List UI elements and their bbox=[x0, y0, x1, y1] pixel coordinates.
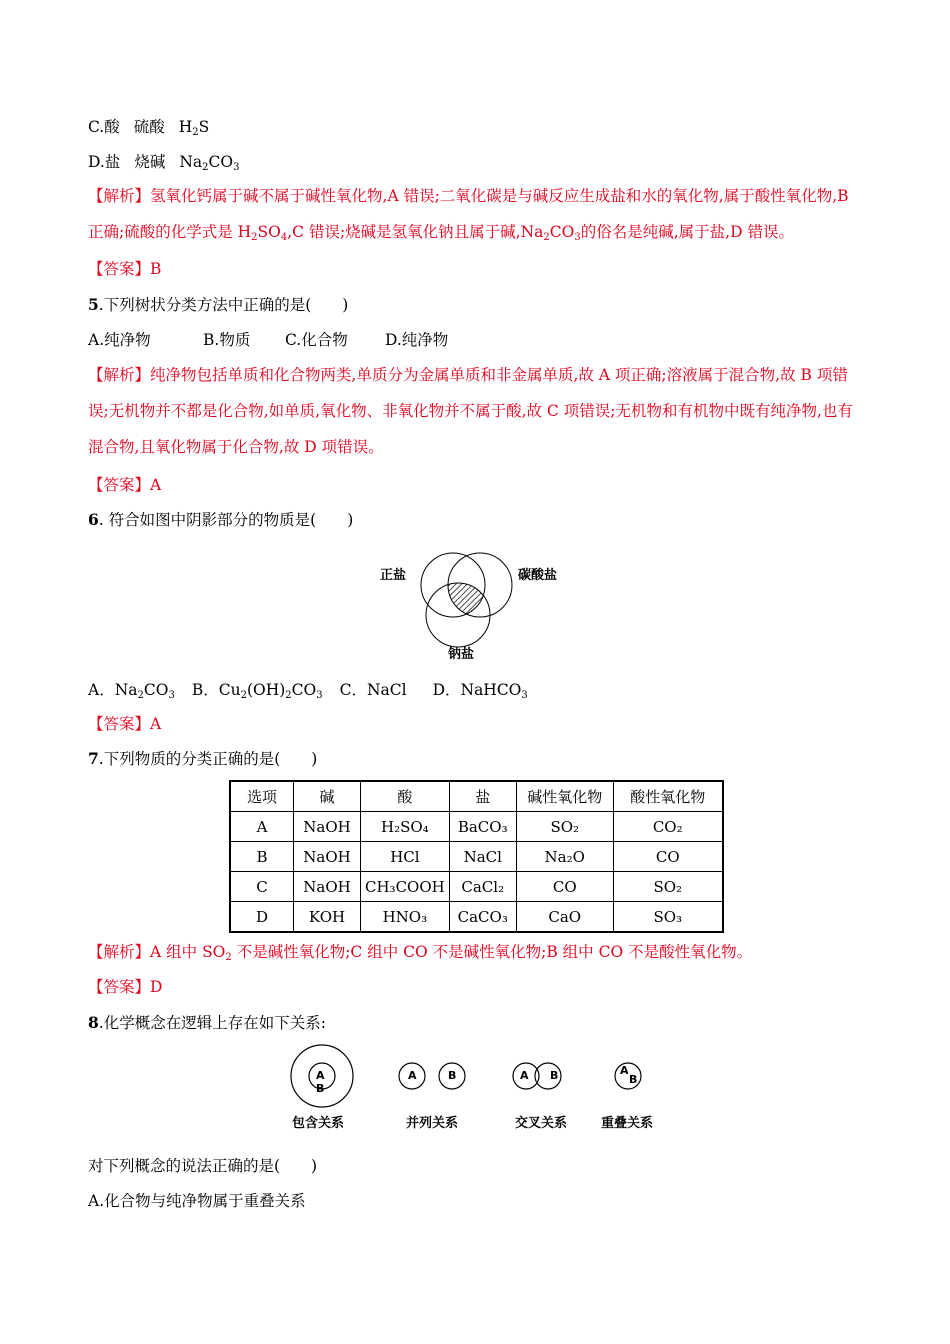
q5-answer: 【答案】A bbox=[88, 476, 162, 494]
q6-venn-diagram bbox=[370, 545, 580, 665]
venn-label-left: 正盐 bbox=[380, 568, 407, 583]
table-header-cell: 盐 bbox=[449, 781, 516, 812]
table-cell: B bbox=[230, 842, 294, 872]
table-header-cell: 碱 bbox=[294, 781, 361, 812]
q5-stem: 5.下列树状分类方法中正确的是( ) bbox=[88, 295, 349, 314]
table-row bbox=[230, 842, 723, 872]
q7-explanation: 【解析】A 组中 $SO_2$ 不是碱性氧化物;C 组中 CO 不是碱性氧化物;B 组中 CO 不是酸性氧化物。 bbox=[88, 943, 753, 963]
table-cell: CO bbox=[516, 872, 613, 902]
q5-options: A.纯净物 B.物质 C.化合物 D.纯净物 bbox=[88, 331, 449, 349]
table-header-cell: 选项 bbox=[230, 781, 294, 812]
table-cell: A bbox=[230, 812, 294, 842]
relation-contain-label-a: A bbox=[316, 1069, 325, 1082]
q8-option-a: A.化合物与纯净物属于重叠关系 bbox=[88, 1192, 306, 1210]
q6-answer: 【答案】A bbox=[88, 715, 162, 733]
table-header-row bbox=[230, 781, 723, 812]
q4-option-c: C.酸 硫酸 $H_2S$ bbox=[88, 118, 210, 138]
table-cell: SO₂ bbox=[613, 872, 723, 902]
table-cell: KOH bbox=[294, 902, 361, 933]
q8-stem: 8.化学概念在逻辑上存在如下关系: bbox=[88, 1013, 326, 1032]
q8-relations-diagram bbox=[280, 1040, 680, 1115]
relation-overlap-label-b: B bbox=[629, 1073, 638, 1086]
table-cell: HNO₃ bbox=[361, 902, 450, 933]
q5-explanation: 【解析】纯净物包括单质和化合物两类,单质分为金属单质和非金属单质,故 A 项正确;溶液属于混合物,故 B 项错误;无机物并不都是化合物,如单质,氧化物、非氧化物并不属于酸,故 C 项错误;无机物和有机物中既有纯净物,也有混合物,且氧化物属于化合物,故 D 项错误。 bbox=[88, 366, 853, 456]
table-cell: SO₂ bbox=[516, 812, 613, 842]
table-cell: CO₂ bbox=[613, 812, 723, 842]
table-header-cell: 酸 bbox=[361, 781, 450, 812]
table-cell: HCl bbox=[361, 842, 450, 872]
q7-stem: 7.下列物质的分类正确的是( ) bbox=[88, 749, 318, 768]
q7-answer: 【答案】D bbox=[88, 978, 163, 996]
table-row bbox=[230, 812, 723, 842]
q4-option-d: D.盐 烧碱 $Na_2CO_3$ bbox=[88, 153, 240, 173]
relation-parallel-label-b: B bbox=[448, 1069, 457, 1082]
table-cell: Na₂O bbox=[516, 842, 613, 872]
table-cell: NaCl bbox=[449, 842, 516, 872]
table-header-cell: 碱性氧化物 bbox=[516, 781, 613, 812]
venn-label-bottom: 钠盐 bbox=[448, 647, 475, 662]
relation-overlap-label-a: A bbox=[620, 1064, 629, 1077]
table-cell: D bbox=[230, 902, 294, 933]
q8-question: 对下列概念的说法正确的是( ) bbox=[88, 1157, 318, 1175]
table-cell: CH₃COOH bbox=[361, 872, 450, 902]
relation-overlap-name: 重叠关系 bbox=[601, 1116, 654, 1131]
q4-answer: 【答案】B bbox=[88, 260, 162, 278]
venn-label-right: 碳酸盐 bbox=[518, 568, 558, 583]
table-cell: CaO bbox=[516, 902, 613, 933]
table-cell: BaCO₃ bbox=[449, 812, 516, 842]
relation-contain-name: 包含关系 bbox=[292, 1116, 345, 1131]
q4-explanation: 【解析】氢氧化钙属于碱不属于碱性氧化物,A 错误;二氧化碳是与碱反应生成盐和水的氧化物,属于酸性氧化物,B 正确;硫酸的化学式是 $H_2SO_4,C$ 错误;烧碱是氢氧化钠且属于碱$,Na_2CO_3$的俗名是纯碱,属于盐,D 错误。 bbox=[88, 187, 849, 243]
table-header-cell: 酸性氧化物 bbox=[613, 781, 723, 812]
relation-cross-label-a: A bbox=[520, 1069, 529, 1082]
relation-parallel-name: 并列关系 bbox=[406, 1116, 459, 1131]
table-cell: NaOH bbox=[294, 812, 361, 842]
table-cell: CaCl₂ bbox=[449, 872, 516, 902]
q6-options: A．$Na_2CO_3$ B．$Cu_2(OH)_2CO_3$ C．NaCl D．NaHCO$_3$ bbox=[88, 681, 528, 701]
q6-stem: 6. 符合如图中阴影部分的物质是( ) bbox=[88, 510, 354, 529]
relation-parallel-label-a: A bbox=[408, 1069, 417, 1082]
q7-classification-table bbox=[229, 780, 724, 933]
table-cell: CaCO₃ bbox=[449, 902, 516, 933]
table-cell: NaOH bbox=[294, 872, 361, 902]
relation-cross-label-b: B bbox=[550, 1069, 559, 1082]
table-cell: H₂SO₄ bbox=[361, 812, 450, 842]
table-cell: CO bbox=[613, 842, 723, 872]
relation-cross-name: 交叉关系 bbox=[515, 1116, 568, 1131]
table-cell: NaOH bbox=[294, 842, 361, 872]
table-cell: SO₃ bbox=[613, 902, 723, 933]
relation-contain-label-b: B bbox=[316, 1082, 325, 1095]
table-row bbox=[230, 872, 723, 902]
table-cell: C bbox=[230, 872, 294, 902]
table-row bbox=[230, 902, 723, 933]
